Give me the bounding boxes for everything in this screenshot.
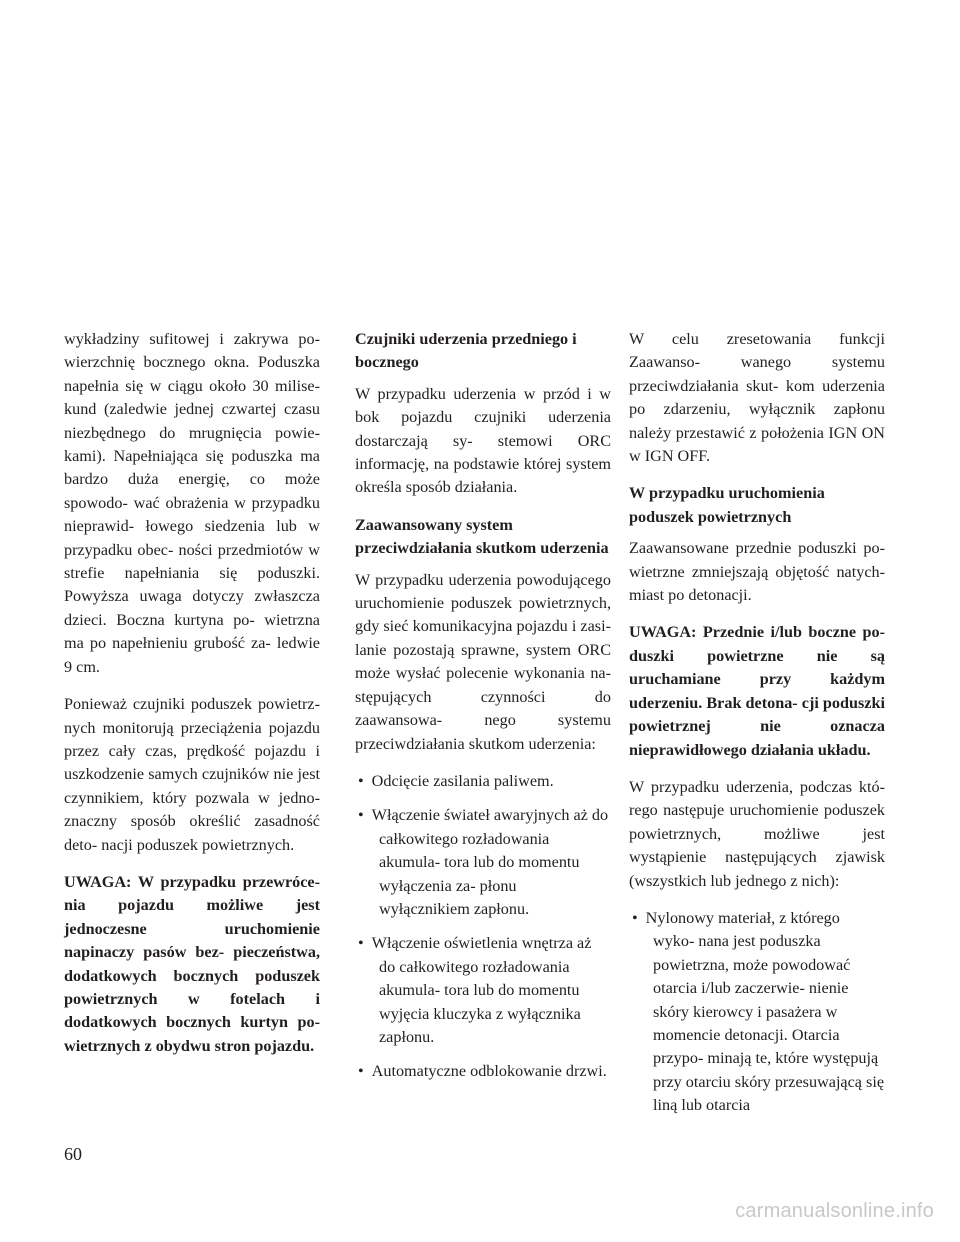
paragraph-airbag-inflation: wykładziny sufitowej i zakrywa po- wierzchnię bocznego okna. Poduszka napełnia się w ciągu około 30 milise- kund (zaledwie jednej czwartej czasu niezbędnego do mrugnięcia powie- kami). Napełniająca się poduszka ma bardzo duża energię, co może spowodo- wać obrażenia w przypadku nieprawid- łowego siedzenia lub w przypadku obec- ności przedmiotów w strefie napełniania się poduszki. Powyższa uwaga dotyczy zwłaszcza dzieci. Boczna kurtyna po- wietrzna ma po napełnieniu grubość za- ledwie 9 cm. — [64, 330, 320, 676]
paragraph-sensors: Ponieważ czujniki poduszek powietrz- nych monitorują przeciążenia pojazdu przez cały czas, prędkość pojazdu i uszkodzenie samych czujników nie jest czynnikiem, który pozwala w jedno- znaczny sposób określić zasadność deto- nacji poduszek powietrznych. — [64, 695, 320, 854]
paragraph-deployment-effects: W przypadku uderzenia, podczas któ- rego następuje uruchomienie poduszek powietrznych, możliwe jest wystąpienie następujących zjawisk (wszystkich lub jednego z nich): — [629, 777, 885, 890]
heading-airbag-deployment: W przypadku uruchomienia poduszek powietrznych — [629, 484, 825, 526]
paragraph-reset: W celu zresetowania funkcji Zaawanso- wanego systemu przeciwdziałania skut- kom uderzenia po zdarzeniu, wyłącznik zapłonu należy przestawić z położenia IGN ON w IGN OFF. — [629, 330, 885, 466]
list-item: • Automatyczne odblokowanie drzwi. — [355, 1060, 611, 1083]
paragraph-deflation: Zaawansowane przednie poduszki po- wietrzne zmniejszają objętość natych- miast po detonacji. — [629, 539, 885, 605]
list-item: • Włączenie oświetlenia wnętrza aż do całkowitego rozładowania akumula- tora lub do momentu wyjęcia kluczyka z wyłącznika zapłonu. — [355, 932, 611, 1049]
list-item: • Odcięcie zasilania paliwem. — [355, 770, 611, 793]
list-item: • Nylonowy materiał, z którego wyko- nana jest poduszka powietrzna, może powodować otarcia i/lub zaczerwie- nienie skóry kierowcy i pasażera w momencie detonacji. Otarcia przypo- minają te, które występują przy otarciu skóry przesuwającą się liną lub otarcia — [629, 907, 885, 1118]
column-left — [64, 328, 320, 1072]
warning-rollover: UWAGA: W przypadku przewróce- nia pojazdu możliwe jest jednoczesne uruchomienie napinaczy pasów bez- pieczeństwa, dodatkowych bocznych poduszek powietrznych w fotelach i dodatkowych bocznych kurtyn po- wietrznych z obydwu stron pojazdu. — [64, 872, 320, 1055]
watermark: carmanualsonline.info — [735, 1200, 934, 1222]
enhanced-response-list — [355, 770, 611, 1084]
column-middle — [355, 328, 611, 1098]
paragraph-impact-sensors: W przypadku uderzenia w przód i w bok pojazdu czujniki uderzenia dostarczają sy- stemowi ORC informację, na podstawie której system określa sposób działania. — [355, 384, 611, 497]
heading-enhanced-response: Zaawansowany system przeciwdziałania skutkom uderzenia — [355, 515, 609, 558]
heading-impact-sensors: Czujniki uderzenia przedniego i bocznego — [355, 330, 577, 372]
column-right — [629, 328, 885, 1132]
page-number: 60 — [64, 1144, 82, 1164]
warning-deployment: UWAGA: Przednie i/lub boczne po- duszki powietrzne nie są uruchamiane przy każdym uderzeniu. Brak detona- cji poduszki powietrznej nie oznacza nieprawidłowego działania układu. — [629, 623, 885, 759]
list-item: • Włączenie świateł awaryjnych aż do całkowitego rozładowania akumula- tora lub do momentu wyłączenia za- płonu wyłącznikiem zapłonu. — [355, 804, 611, 921]
paragraph-enhanced-response: W przypadku uderzenia powodującego uruchomienie poduszek powietrznych, gdy sieć komunikacyjna pojazdu i zasi- lanie pozostają sprawne, system ORC może wysłać polecenie wykonania na- stępujących czynności do zaawansowa- nego systemu przeciwdziałania skutkom uderzenia: — [355, 570, 611, 753]
deployment-effects-list — [629, 907, 885, 1118]
